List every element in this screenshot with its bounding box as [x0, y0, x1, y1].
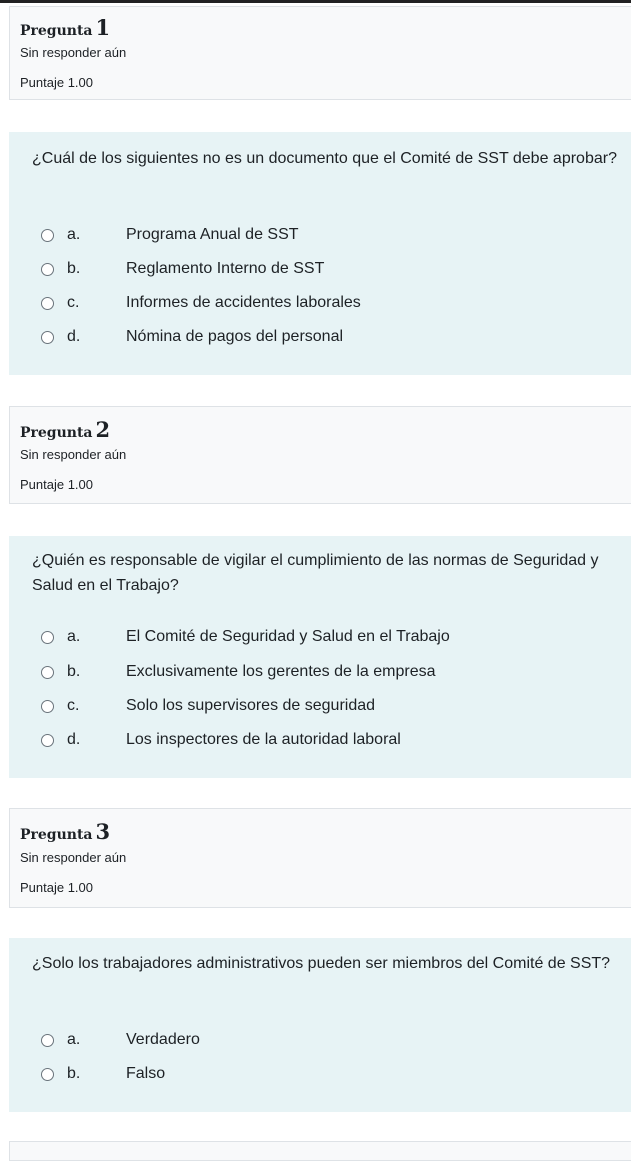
answer-text[interactable]: El Comité de Seguridad y Salud en el Trabajo [126, 628, 450, 645]
radio-button[interactable] [41, 631, 54, 644]
question-content-2 [9, 536, 631, 778]
answer-text[interactable]: Programa Anual de SST [126, 226, 299, 243]
radio-button[interactable] [41, 700, 54, 713]
question-info-2 [9, 406, 631, 504]
answer-option[interactable] [9, 289, 631, 319]
answer-letter: b. [67, 260, 81, 277]
answer-option[interactable] [9, 1026, 631, 1056]
radio-button[interactable] [41, 263, 54, 276]
question-content-1 [9, 132, 631, 375]
question-number [20, 819, 110, 844]
answer-text[interactable]: Informes de accidentes laborales [126, 294, 361, 311]
answer-letter: a. [67, 226, 81, 243]
question-state: Sin responder aún [20, 45, 127, 60]
answer-option[interactable] [9, 658, 631, 688]
answer-option[interactable] [9, 255, 631, 285]
question-grade: Puntaje 1.00 [20, 477, 94, 492]
answer-text[interactable]: Falso [126, 1065, 166, 1082]
answer-option[interactable] [9, 221, 631, 251]
question-label: Pregunta [20, 425, 93, 441]
question-info-3 [9, 808, 631, 908]
answer-text[interactable]: Exclusivamente los gerentes de la empresa [126, 663, 436, 680]
answer-text[interactable]: Solo los supervisores de seguridad [126, 697, 376, 714]
answer-option[interactable] [9, 1060, 631, 1090]
question-number-value: 2 [95, 417, 111, 442]
question-text: ¿Quién es responsable de vigilar el cumplimiento de las normas de Seguridad y Salud en el Trabajo? [32, 552, 599, 594]
answer-text[interactable]: Verdadero [126, 1031, 200, 1048]
radio-button[interactable] [41, 229, 54, 242]
top-bar [0, 0, 631, 3]
radio-button[interactable] [41, 734, 54, 747]
question-state: Sin responder aún [20, 850, 127, 865]
answer-option[interactable] [9, 726, 631, 756]
radio-button[interactable] [41, 1034, 54, 1047]
question-grade: Puntaje 1.00 [20, 75, 94, 90]
radio-button[interactable] [41, 297, 54, 310]
radio-button[interactable] [41, 666, 54, 679]
question-text: ¿Cuál de los siguientes no es un documento que el Comité de SST debe aprobar? [32, 150, 617, 167]
answer-letter: c. [67, 294, 80, 311]
answer-option[interactable] [9, 623, 631, 653]
question-number-value: 3 [95, 819, 111, 844]
question-info-1 [9, 6, 631, 100]
answer-text[interactable]: Nómina de pagos del personal [126, 328, 344, 345]
question-number-value: 1 [95, 15, 111, 40]
question-label: Pregunta [20, 827, 93, 843]
answer-text[interactable]: Reglamento Interno de SST [126, 260, 325, 277]
answer-text[interactable]: Los inspectores de la autoridad laboral [126, 731, 401, 748]
answer-letter: c. [67, 697, 80, 714]
question-label: Pregunta [20, 23, 93, 39]
answer-letter: a. [67, 1031, 81, 1048]
question-number [20, 15, 110, 40]
question-grade: Puntaje 1.00 [20, 880, 94, 895]
answer-letter: a. [67, 628, 81, 645]
answer-letter: d. [67, 328, 81, 345]
question-number [20, 417, 110, 442]
answer-option[interactable] [9, 692, 631, 722]
next-question-info [9, 1141, 631, 1161]
question-text: ¿Solo los trabajadores administrativos pueden ser miembros del Comité de SST? [32, 955, 611, 972]
answer-letter: d. [67, 731, 81, 748]
question-state: Sin responder aún [20, 447, 127, 462]
answer-option[interactable] [9, 323, 631, 353]
answer-letter: b. [67, 1065, 81, 1082]
radio-button[interactable] [41, 1068, 54, 1081]
radio-button[interactable] [41, 331, 54, 344]
answer-letter: b. [67, 663, 81, 680]
question-content-3 [9, 938, 631, 1112]
